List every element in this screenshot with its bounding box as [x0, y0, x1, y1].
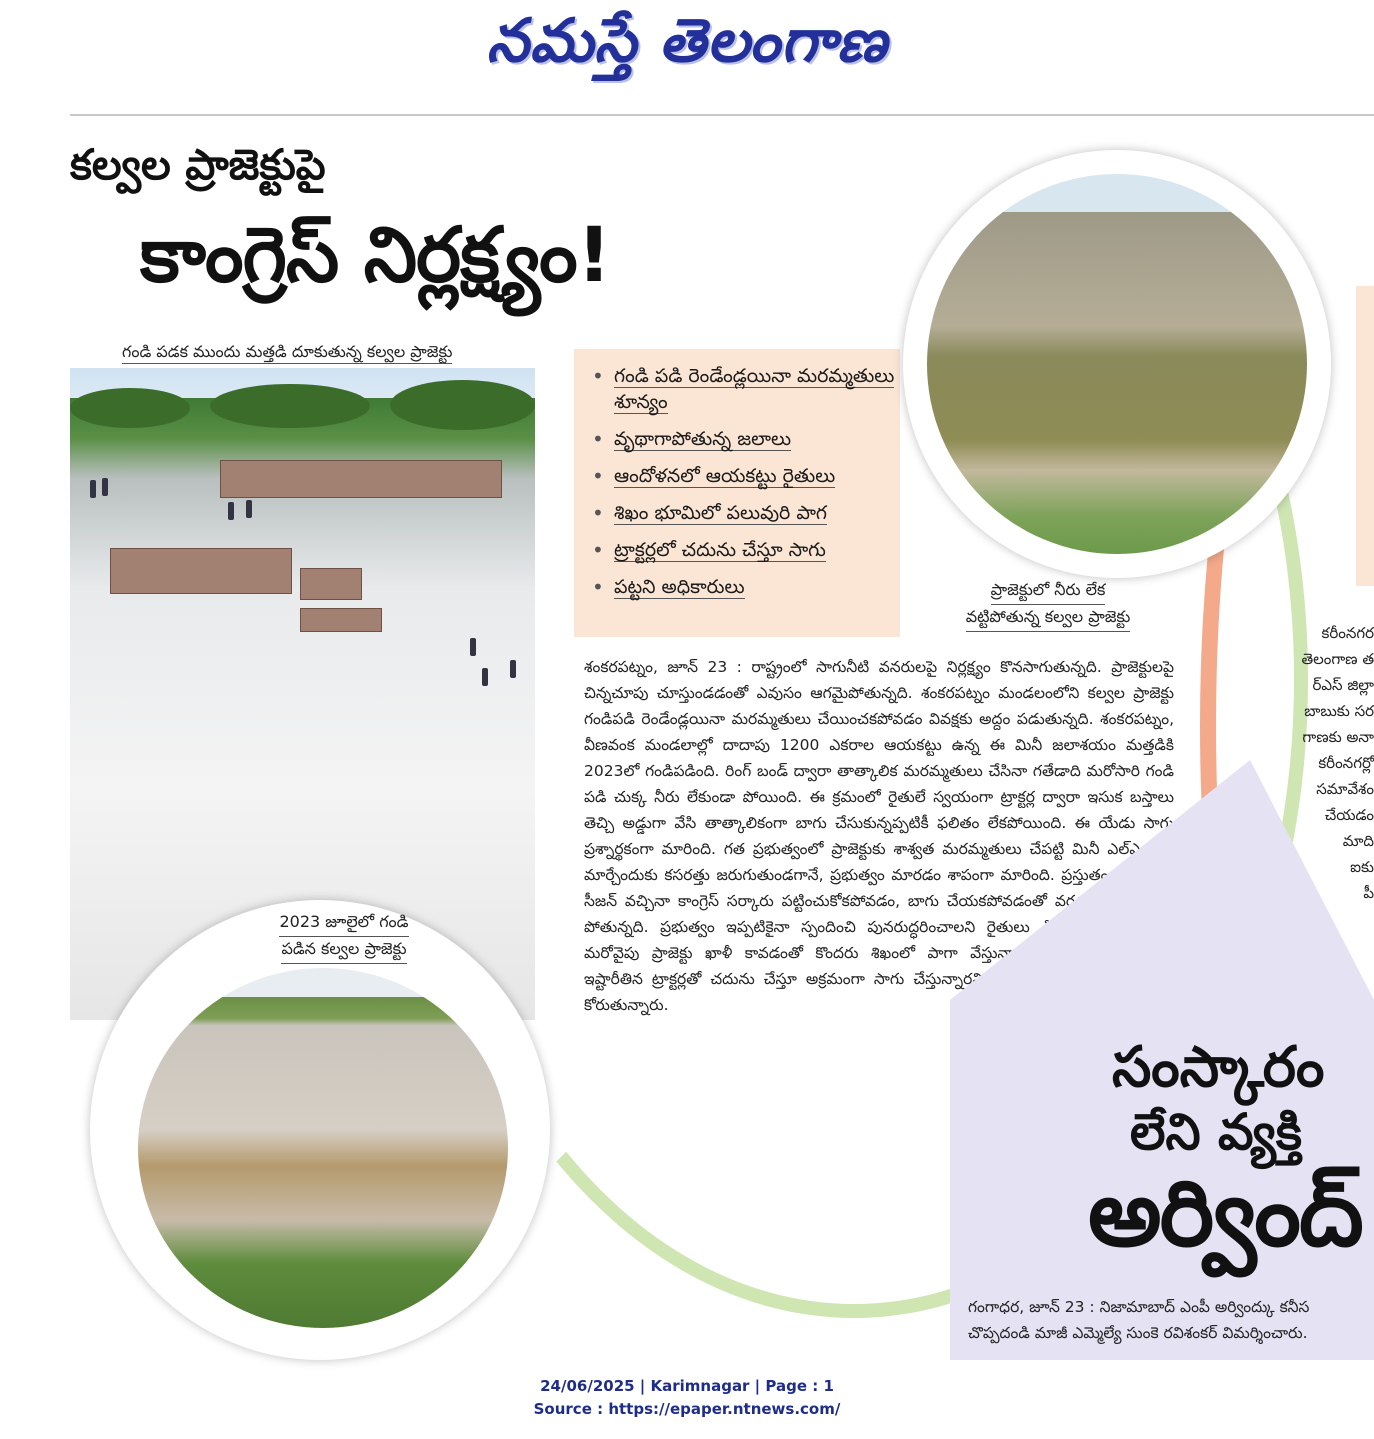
- highlight-item: • ట్రాక్టర్లలో చదును చేస్తూ సాగు: [588, 537, 900, 563]
- footer-date-edition: 24/06/2025 | Karimnagar | Page : 1: [540, 1377, 834, 1395]
- photo-dry-project: [927, 174, 1307, 554]
- second-story-body: గంగాధర, జూన్ 23 : నిజామాబాద్ ఎంపీ అర్వింద్కు కనీస చొప్పదండి మాజీ ఎమ్మెల్యే సుంకె రవిశంకర్ విమర్శించారు.: [968, 1298, 1310, 1342]
- photo-breach-circle: [90, 900, 550, 1360]
- footer-source: Source : https://epaper.ntnews.com/: [533, 1400, 841, 1418]
- photo-caption-bottom: 2023 జూలైలో గండి పడిన కల్వల ప్రాజెక్టు: [262, 910, 426, 964]
- highlights-box: [574, 349, 900, 637]
- second-story-headline-line3: అర్వింద్: [1088, 1160, 1362, 1267]
- highlight-item: • ఆందోళనలో ఆయకట్టు రైతులు: [588, 463, 900, 489]
- photo-caption-right: ప్రాజెక్టులో నీరు లేక వట్టిపోతున్న కల్వల ప్రాజెక్టు: [950, 578, 1146, 632]
- story-kicker: కల్వల ప్రాజెక్టుపై: [70, 140, 326, 189]
- second-story-background-top: [950, 760, 1374, 1000]
- highlight-item: • పట్టని అధికారులు: [588, 574, 900, 600]
- highlight-item: • గండి పడి రెండేండ్లయినా మరమ్మతులు శూన్యం: [588, 363, 900, 415]
- right-column-text: కరీంనగర తెలంగాణ త ర్ఎస్ జిల్లా బాబుకు సర గాణకు అనా కరీంనగర్లో సమావేశం చేయడం మాది ఐకు పీ: [1301, 624, 1374, 902]
- second-story-headline-line1: సంస్కారం: [1112, 1035, 1325, 1100]
- orange-panel-edge: [1356, 286, 1374, 586]
- photo-breach: [138, 968, 508, 1328]
- masthead-title: నమస్తే తెలంగాణ: [486, 6, 888, 76]
- highlight-item: • శిఖం భూమిలో పలువురి పాగ: [588, 500, 900, 526]
- story-body: శంకరపట్నం, జూన్ 23 : రాష్ట్రంలో సాగునీటి వనరులపై నిర్లక్ష్యం కొనసాగుతున్నది. ప్రాజెక్టులపై చిన్నచూపు చూస్తుండడంతో ఎవుసం ఆగమైపోతున్నది. శంకరపట్నం మండలంలోని కల్వల ప్రాజెక్టు గండిపడి రెండేండ్లయినా మరమ్మతులు చేయించకపోవడం వివక్షకు అద్దం పడుతున్నది. శంకరపట్నం, వీణవంక మండలాల్లో దాదాపు 1200 ఎకరాల ఆయకట్టు ఉన్న ఈ మినీ జలాశయం మత్తడికి 2023లో గండిపడింది. రింగ్ బండ్ ద్వారా తాత్కాలిక మరమ్మతులు చేసినా గతేడాది మరోసారి గండి పడి చుక్క నీరు లేకుండా పోయింది. ఈ క్రమంలో రైతులే స్వయంగా ట్రాక్టర్ల ద్వారా ఇసుక బస్తాలు తెచ్చి అడ్డుగా వేసి తాత్కాలికంగా బాగు చేసుకున్నప్పటికీ ఫలితం లేకపోయింది. ఈ యేడు సాగు ప్రశ్నార్థకంగా మారింది. గత ప్రభుత్వంలో ప్రాజెక్టుకు శాశ్వత మరమ్మతులు చేపట్టి మినీ ఎల్ఎండీగా మార్చేందుకు కసరత్తు జరుగుతుండగానే, ప్రభుత్వం మారడం శాపంగా మారింది. ప్రస్తుతం వానకాలం సీజన్ వచ్చినా కాంగ్రెస్ సర్కారు పట్టించుకోకపోవడం, బాగు చేయకపోవడంతో వరద నీరు వృథాగా పోతున్నది. ప్రభుత్వం ఇప్పటికైనా స్పందించి పునరుద్ధరించాలని రైతులు డిమాండ్ చేస్తున్నారు. మరోవైపు ప్రాజెక్టు ఖాళీ కావడంతో కొందరు శిఖంలో పాగా వేస్తున్నారని మండిపడుతున్నారు. ఇష్టారీతిన ట్రాక్టర్లతో చదును చేస్తూ అక్రమంగా సాగు చేస్తున్నారని, వారిపై చర్యలు తీసుకోవాలని కోరుతున్నారు.: [584, 658, 1174, 1014]
- second-story-headline-line2: లేని వ్యక్తి: [1130, 1103, 1302, 1161]
- highlight-item: • వృథాగాపోతున్న జలాలు: [588, 426, 900, 452]
- photo-caption-top: గండి పడక ముందు మత్తడి దూకుతున్న కల్వల ప్రాజెక్టు: [122, 342, 452, 365]
- photo-dry-project-circle: [903, 150, 1331, 578]
- story-headline: కాంగ్రెస్ నిర్లక్ష్యం!: [140, 210, 611, 299]
